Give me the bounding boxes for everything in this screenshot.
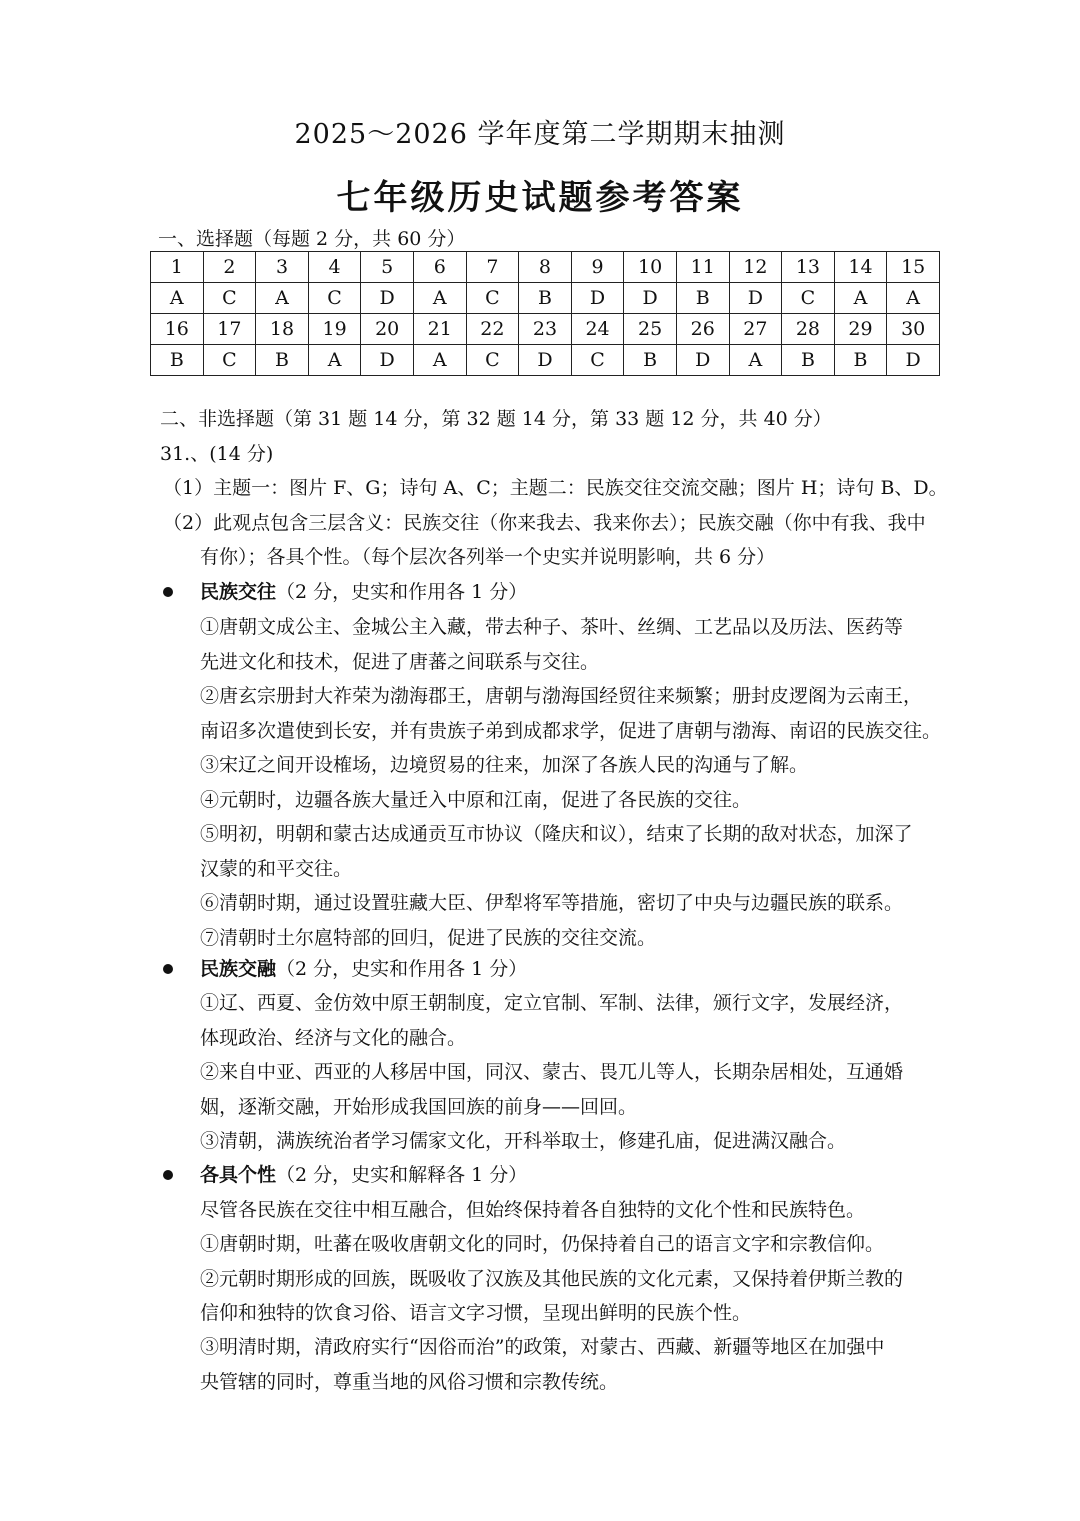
question-31-label: 31.、(14 分)	[160, 443, 274, 465]
section1-heading: 一、选择题（每题 2 分，共 60 分）	[158, 228, 466, 250]
table-cell: C	[571, 345, 624, 376]
table-cell: D	[624, 283, 677, 314]
table-cell: 4	[308, 252, 361, 283]
answer-line: ①辽、西夏、金仿效中原王朝制度，定立官制、军制、法律，颁行文字，发展经济，	[200, 992, 904, 1014]
table-cell: A	[256, 283, 309, 314]
answer-line: ①唐朝时期，吐蕃在吸收唐朝文化的同时，仍保持着自己的语言文字和宗教信仰。	[200, 1233, 885, 1256]
table-cell: 6	[413, 252, 466, 283]
table-cell: 11	[676, 252, 729, 283]
table-cell: 22	[466, 314, 519, 345]
answer-line: 尽管各民族在交往中相互融合，但始终保持着各自独特的文化个性和民族特色。	[200, 1199, 866, 1221]
bullet-title: 各具个性	[200, 1164, 277, 1186]
table-cell: 26	[676, 314, 729, 345]
table-cell: D	[361, 283, 414, 314]
table-cell: A	[413, 345, 466, 376]
answer-line: 汉蒙的和平交往。	[200, 857, 353, 880]
table-row-numbers-1	[151, 252, 940, 283]
table-cell: 17	[203, 314, 256, 345]
answer-line: ⑦清朝时土尔扈特部的回归，促进了民族的交往交流。	[200, 926, 657, 949]
answer-line: 信仰和独特的饮食习俗、语言文字习惯，呈现出鲜明的民族个性。	[200, 1301, 752, 1324]
table-cell: A	[729, 345, 782, 376]
page-title: 2025～2026 学年度第二学期期末抽测	[294, 119, 786, 150]
q31-part2-line1: （2）此观点包含三层含义：民族交往（你来我去、我来你去）；民族交融（你中有我、我中	[163, 512, 926, 534]
table-cell: 20	[361, 314, 414, 345]
table-cell: 25	[624, 314, 677, 345]
table-cell: 30	[887, 314, 940, 345]
table-cell: 8	[519, 252, 572, 283]
answer-line: ④元朝时，边疆各族大量迁入中原和江南，促进了各民族的交往。	[200, 788, 752, 811]
table-cell: D	[676, 345, 729, 376]
bullet-note: （2 分，史实和解释各 1 分）	[276, 1164, 528, 1186]
table-row-numbers-2	[151, 314, 940, 345]
q31-part2-line2: 有你）；各具个性。（每个层次各列举一个史实并说明影响，共 6 分）	[200, 546, 776, 568]
table-cell: 23	[519, 314, 572, 345]
bullet-note: （2 分，史实和作用各 1 分）	[276, 958, 528, 980]
table-cell: 1	[151, 252, 204, 283]
table-cell: 7	[466, 252, 519, 283]
answer-line: ⑥清朝时期，通过设置驻藏大臣、伊犁将军等措施，密切了中央与边疆民族的联系。	[200, 892, 904, 914]
table-cell: C	[782, 283, 835, 314]
table-row-answers-1	[151, 283, 940, 314]
table-cell: 3	[256, 252, 309, 283]
answer-line: 姻，逐渐交融，开始形成我国回族的前身——回回。	[200, 1095, 638, 1118]
bullet-heading-fusion	[200, 952, 527, 986]
table-cell: B	[676, 283, 729, 314]
table-cell: 12	[729, 252, 782, 283]
table-cell: 16	[151, 314, 204, 345]
table-cell: C	[203, 283, 256, 314]
table-cell: 2	[203, 252, 256, 283]
answer-line: ①唐朝文成公主、金城公主入藏，带去种子、茶叶、丝绸、工艺品以及历法、医药等	[200, 616, 904, 638]
table-cell: A	[887, 283, 940, 314]
table-cell: D	[571, 283, 624, 314]
table-cell: C	[308, 283, 361, 314]
table-cell: 24	[571, 314, 624, 345]
table-cell: B	[834, 345, 887, 376]
answer-line: 体现政治、经济与文化的融合。	[200, 1026, 467, 1049]
table-row-answers-2	[151, 345, 940, 376]
answer-line: ③宋辽之间开设榷场，边境贸易的往来，加深了各族人民的沟通与了解。	[200, 754, 809, 776]
table-cell: 18	[256, 314, 309, 345]
table-cell: 27	[729, 314, 782, 345]
bullet-icon	[163, 964, 173, 974]
table-cell: 19	[308, 314, 361, 345]
table-cell: 10	[624, 252, 677, 283]
table-cell: C	[466, 283, 519, 314]
answer-line: ②来自中亚、西亚的人移居中国，同汉、蒙古、畏兀儿等人，长期杂居相处，互通婚	[200, 1061, 904, 1083]
table-cell: C	[466, 345, 519, 376]
answer-line: ③明清时期，清政府实行“因俗而治”的政策，对蒙古、西藏、新疆等地区在加强中	[200, 1336, 885, 1359]
table-cell: B	[624, 345, 677, 376]
answer-line: 先进文化和技术，促进了唐蕃之间联系与交往。	[200, 650, 600, 673]
answer-line: ②元朝时期形成的回族，既吸收了汉族及其他民族的文化元素，又保持着伊斯兰教的	[200, 1267, 904, 1290]
q31-part1: （1）主题一：图片 F、G；诗句 A、C；主题二：民族交往交流交融；图片 H；诗句 B、D。	[163, 477, 948, 499]
table-cell: 15	[887, 252, 940, 283]
table-cell: 14	[834, 252, 887, 283]
bullet-icon	[163, 587, 173, 597]
answer-line: 南诏多次遣使到长安，并有贵族子弟到成都求学，促进了唐朝与渤海、南诏的民族交往。	[200, 719, 942, 742]
answer-line: ⑤明初，明朝和蒙古达成通贡互市协议（隆庆和议），结束了长期的敌对状态，加深了	[200, 823, 913, 845]
table-cell: 9	[571, 252, 624, 283]
bullet-heading-individuality	[200, 1158, 527, 1192]
table-cell: 5	[361, 252, 414, 283]
table-cell: B	[782, 345, 835, 376]
page-subtitle: 七年级历史试题参考答案	[336, 178, 744, 218]
table-cell: 21	[413, 314, 466, 345]
answer-line: 央管辖的同时，尊重当地的风俗习惯和宗教传统。	[200, 1370, 619, 1393]
bullet-heading-interaction	[200, 575, 527, 609]
table-cell: A	[413, 283, 466, 314]
table-cell: A	[834, 283, 887, 314]
table-cell: B	[519, 283, 572, 314]
table-cell: D	[361, 345, 414, 376]
bullet-title: 民族交融	[200, 958, 277, 980]
table-cell: 13	[782, 252, 835, 283]
table-cell: D	[887, 345, 940, 376]
answer-table	[150, 251, 940, 376]
table-cell: A	[151, 283, 204, 314]
table-cell: C	[203, 345, 256, 376]
table-cell: 28	[782, 314, 835, 345]
table-cell: B	[256, 345, 309, 376]
bullet-note: （2 分，史实和作用各 1 分）	[276, 581, 528, 603]
bullet-icon	[163, 1170, 173, 1180]
table-cell: B	[151, 345, 204, 376]
answer-line: ②唐玄宗册封大祚荣为渤海郡王，唐朝与渤海国经贸往来频繁；册封皮逻阁为云南王，	[200, 685, 923, 707]
table-cell: A	[308, 345, 361, 376]
answer-line: ③清朝，满族统治者学习儒家文化，开科举取士，修建孔庙，促进满汉融合。	[200, 1130, 847, 1152]
table-cell: 29	[834, 314, 887, 345]
section2-heading: 二、非选择题（第 31 题 14 分，第 32 题 14 分，第 33 题 12 分，共 40 分）	[160, 408, 832, 430]
table-cell: D	[729, 283, 782, 314]
table-cell: D	[519, 345, 572, 376]
bullet-title: 民族交往	[200, 581, 277, 603]
